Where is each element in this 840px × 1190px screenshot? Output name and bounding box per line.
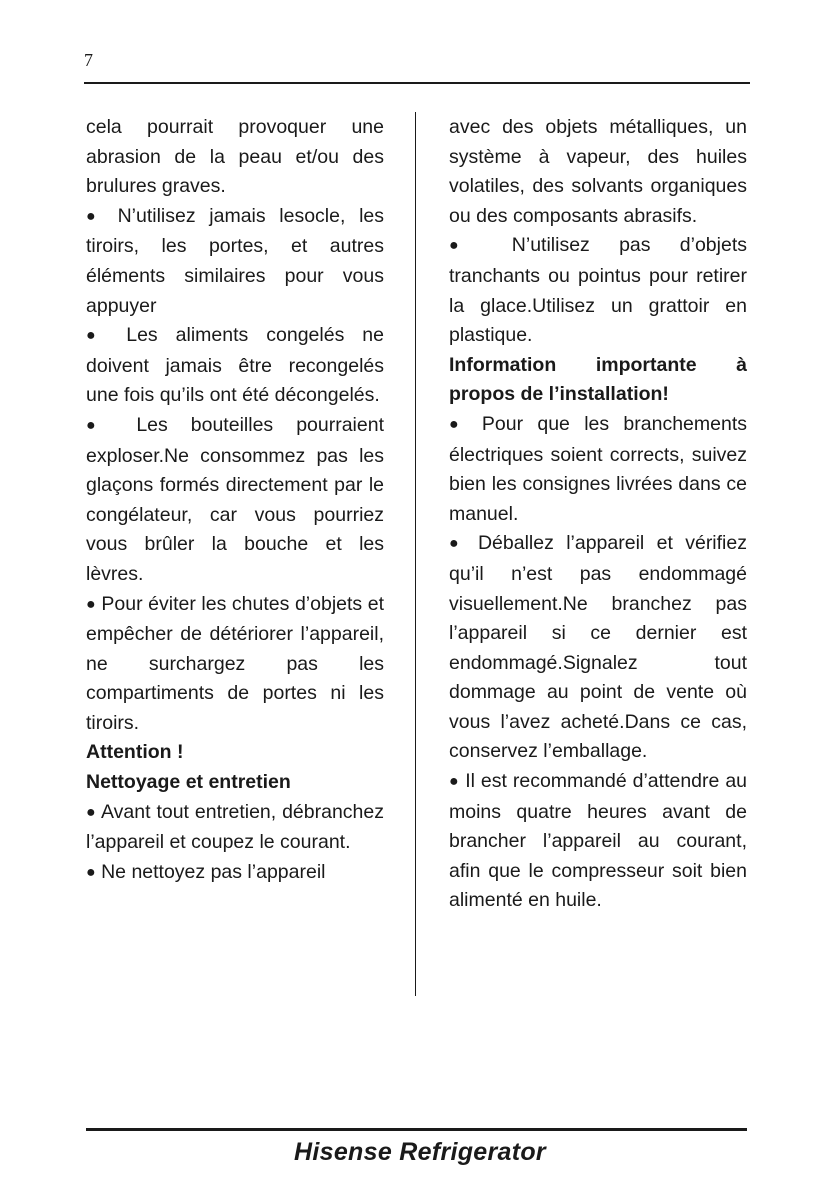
paragraph: [449, 529, 747, 767]
paragraph-text: Les aliments congelés ne doivent jamais être recongelés une fois qu’ils ont été décongelés.: [86, 324, 384, 407]
paragraph: [449, 410, 747, 529]
paragraph-text: Pour que les branchements électriques soient corrects, suivez bien les consignes livrées dans ce manuel.: [449, 412, 748, 525]
paragraph-text: Ne nettoyez pas l’appareil: [101, 860, 326, 883]
page-number: 7: [84, 50, 93, 70]
bullet-icon: ●: [449, 773, 460, 791]
header-rule: [84, 82, 750, 84]
paragraph-text: Les bouteilles pourraient exploser.Ne consommez pas les glaçons formés directement par le congélateur, car vous pourriez vous brûler la bouche et les lèvres.: [86, 413, 384, 585]
column-divider: [415, 112, 416, 996]
bullet-icon: ●: [86, 595, 96, 613]
right-column: [449, 113, 747, 916]
bullet-icon: ●: [86, 803, 97, 821]
bullet-icon: ●: [449, 415, 468, 433]
paragraph-text: N’utilisez pas d’objets tranchants ou pointus pour retirer la glace.Utilisez un grattoir en plastique.: [449, 234, 747, 347]
section-heading: [86, 768, 384, 798]
paragraph-text: Attention !: [86, 741, 184, 764]
bullet-icon: ●: [449, 237, 483, 255]
paragraph: [86, 202, 384, 321]
bullet-icon: ●: [86, 327, 109, 345]
left-column: [86, 113, 384, 888]
paragraph-text: Information importante à propos de l’installation!: [449, 353, 747, 406]
paragraph-text: N’utilisez jamais lesocle, les tiroirs, les portes, et autres éléments similaires pour vous appuyer: [86, 204, 384, 317]
paragraph-text: Avant tout entretien, débranchez l’appareil et coupez le courant.: [86, 800, 384, 854]
footer-rule: [86, 1128, 747, 1131]
paragraph: [86, 590, 384, 739]
paragraph: [86, 321, 384, 411]
bullet-icon: ●: [86, 863, 96, 881]
paragraph-text: Pour éviter les chutes d’objets et empêcher de détériorer l’appareil, ne surchargez pas les compartiments de portes ni les tiroirs.: [86, 592, 384, 734]
section-heading: [86, 738, 384, 768]
footer-brand: Hisense Refrigerator: [294, 1138, 546, 1166]
paragraph: [86, 798, 384, 858]
paragraph-text: Il est recommandé d’attendre au moins quatre heures avant de brancher l’appareil au courant, afin que le compresseur soit bien alimenté en huile.: [449, 770, 748, 912]
paragraph: [449, 113, 747, 231]
paragraph: [86, 411, 384, 590]
paragraph-text: avec des objets métalliques, un système à vapeur, des huiles volatiles, des solvants organiques ou des composants abrasifs.: [449, 116, 747, 227]
paragraph: [86, 113, 384, 202]
bullet-icon: ●: [86, 207, 104, 225]
bullet-icon: ●: [86, 416, 114, 434]
paragraph-text: cela pourrait provoquer une abrasion de la peau et/ou des brulures graves.: [86, 116, 384, 198]
paragraph-text: Nettoyage et entretien: [86, 771, 291, 794]
paragraph: [86, 858, 384, 889]
bullet-icon: ●: [449, 535, 466, 553]
paragraph-text: Déballez l’appareil et vérifiez qu’il n’est pas endommagé visuellement.Ne branchez pas l’appareil si ce dernier est endommagé.Signalez tout dommage au point de vente où vous l’avez acheté.Dans ce cas, conservez l’emballage.: [449, 532, 747, 763]
paragraph: [449, 231, 747, 350]
section-heading: [449, 351, 747, 410]
paragraph: [449, 767, 747, 916]
